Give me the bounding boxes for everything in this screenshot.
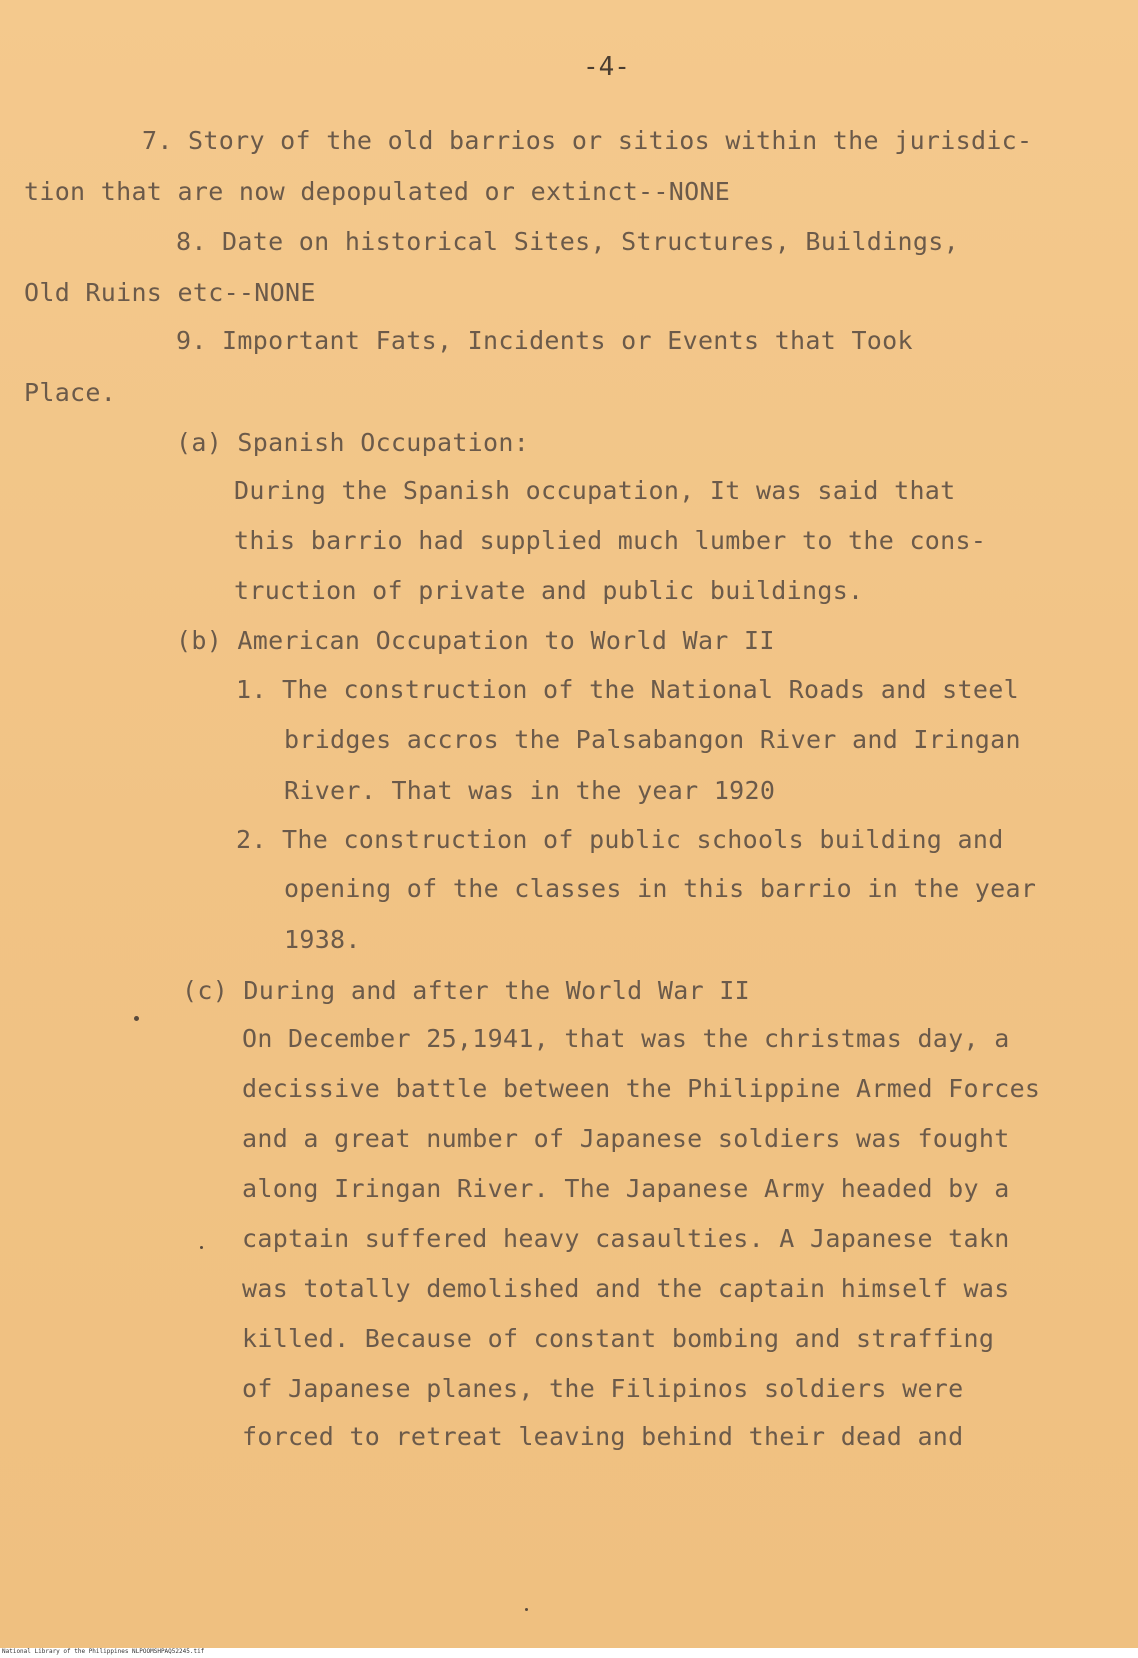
text-line: 9. Important Fats, Incidents or Events that Took [176, 326, 913, 355]
text-line: (b) American Occupation to World War II [176, 626, 775, 655]
text-line: tion that are now depopulated or extinct--NONE [24, 177, 731, 206]
text-line: was totally demolished and the captain himself was [242, 1274, 1010, 1303]
text-line: 8. Date on historical Sites, Structures, Buildings, [176, 227, 959, 256]
text-line: (a) Spanish Occupation: [176, 428, 530, 457]
text-line: Place. [24, 378, 117, 407]
text-line: Old Ruins etc--NONE [24, 278, 316, 307]
text-line: decissive battle between the Philippine Armed Forces [242, 1074, 1041, 1103]
text-line: 1938. [284, 925, 361, 954]
text-line: River. That was in the year 1920 [284, 776, 776, 805]
page-number: -4- [583, 52, 630, 82]
scan-footer-text: National Library of the Philippines NLPOOMSHPAQ52245.tif [2, 1648, 205, 1655]
text-line: of Japanese planes, the Filipinos soldiers were [242, 1374, 964, 1403]
text-line: this barrio had supplied much lumber to the cons- [234, 526, 987, 555]
text-line: (c) During and after the World War II [182, 976, 750, 1005]
ink-mark [525, 1608, 528, 1611]
text-line: 2. The construction of public schools building and [236, 825, 1004, 854]
text-line: On December 25,1941, that was the christmas day, a [242, 1024, 1010, 1053]
text-line: along Iringan River. The Japanese Army headed by a [242, 1174, 1010, 1203]
text-line: bridges accros the Palsabangon River and Iringan [284, 725, 1021, 754]
text-line: During the Spanish occupation, It was said that [234, 476, 956, 505]
text-line: opening of the classes in this barrio in the year [284, 874, 1037, 903]
ink-mark [200, 1246, 203, 1249]
text-line: 7. Story of the old barrios or sitios within the jurisdic- [142, 126, 1033, 155]
text-line: captain suffered heavy casaulties. A Japanese takn [242, 1224, 1010, 1253]
text-line: truction of private and public buildings. [234, 576, 864, 605]
text-line: 1. The construction of the National Roads and steel [236, 675, 1019, 704]
text-line: and a great number of Japanese soldiers was fought [242, 1124, 1010, 1153]
ink-mark [134, 1016, 139, 1021]
text-line: forced to retreat leaving behind their dead and [242, 1422, 964, 1451]
text-line: killed. Because of constant bombing and straffing [242, 1324, 995, 1353]
